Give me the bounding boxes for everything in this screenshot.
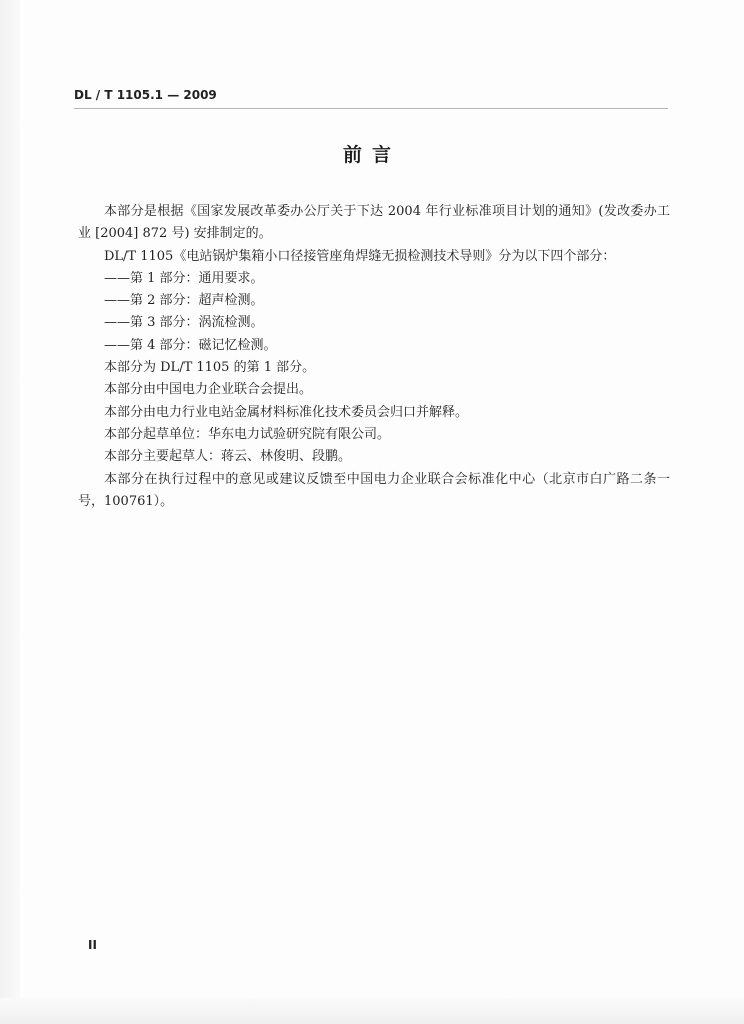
paragraph-drafters: 本部分主要起草人：蒋云、林俊明、段鹏。 [104,449,352,465]
page-title: 前言 [342,144,401,166]
page-number: II [88,938,97,952]
scan-edge-bottom [0,998,744,1024]
part-item: ——第 3 部分：涡流检测。 [104,315,264,331]
paragraph-administrator: 本部分由电力行业电站金属材料标准化技术委员会归口并解释。 [104,404,469,420]
paragraph-proposer: 本部分由中国电力企业联合会提出。 [104,382,313,398]
part-item: ——第 1 部分：通用要求。 [104,270,264,286]
paragraph-feedback: 本部分在执行过程中的意见或建议反馈至中国电力企业联合会标准化中心（北京市白广路二条一号，100761）。 [78,471,670,509]
foreword-body [78,201,670,513]
paragraph-drafting-unit: 本部分起草单位：华东电力试验研究院有限公司。 [104,426,391,442]
paragraph-basis: 本部分是根据《国家发展改革委办公厅关于下达 2004 年行业标准项目计划的通知》(发改委办工业 [2004] 872 号) 安排制定的。 [78,204,670,242]
header-divider [74,108,668,109]
part-item: ——第 4 部分：磁记忆检测。 [104,337,277,353]
standard-code: DL / T 1105.1 — 2009 [74,88,217,102]
paragraph-part-number: 本部分为 DL/T 1105 的第 1 部分。 [104,360,316,376]
part-item: ——第 2 部分：超声检测。 [104,293,264,309]
paragraph-structure: DL/T 1105《电站锅炉集箱小口径接管座角焊缝无损检测技术导则》分为以下四个部分： [104,248,616,264]
